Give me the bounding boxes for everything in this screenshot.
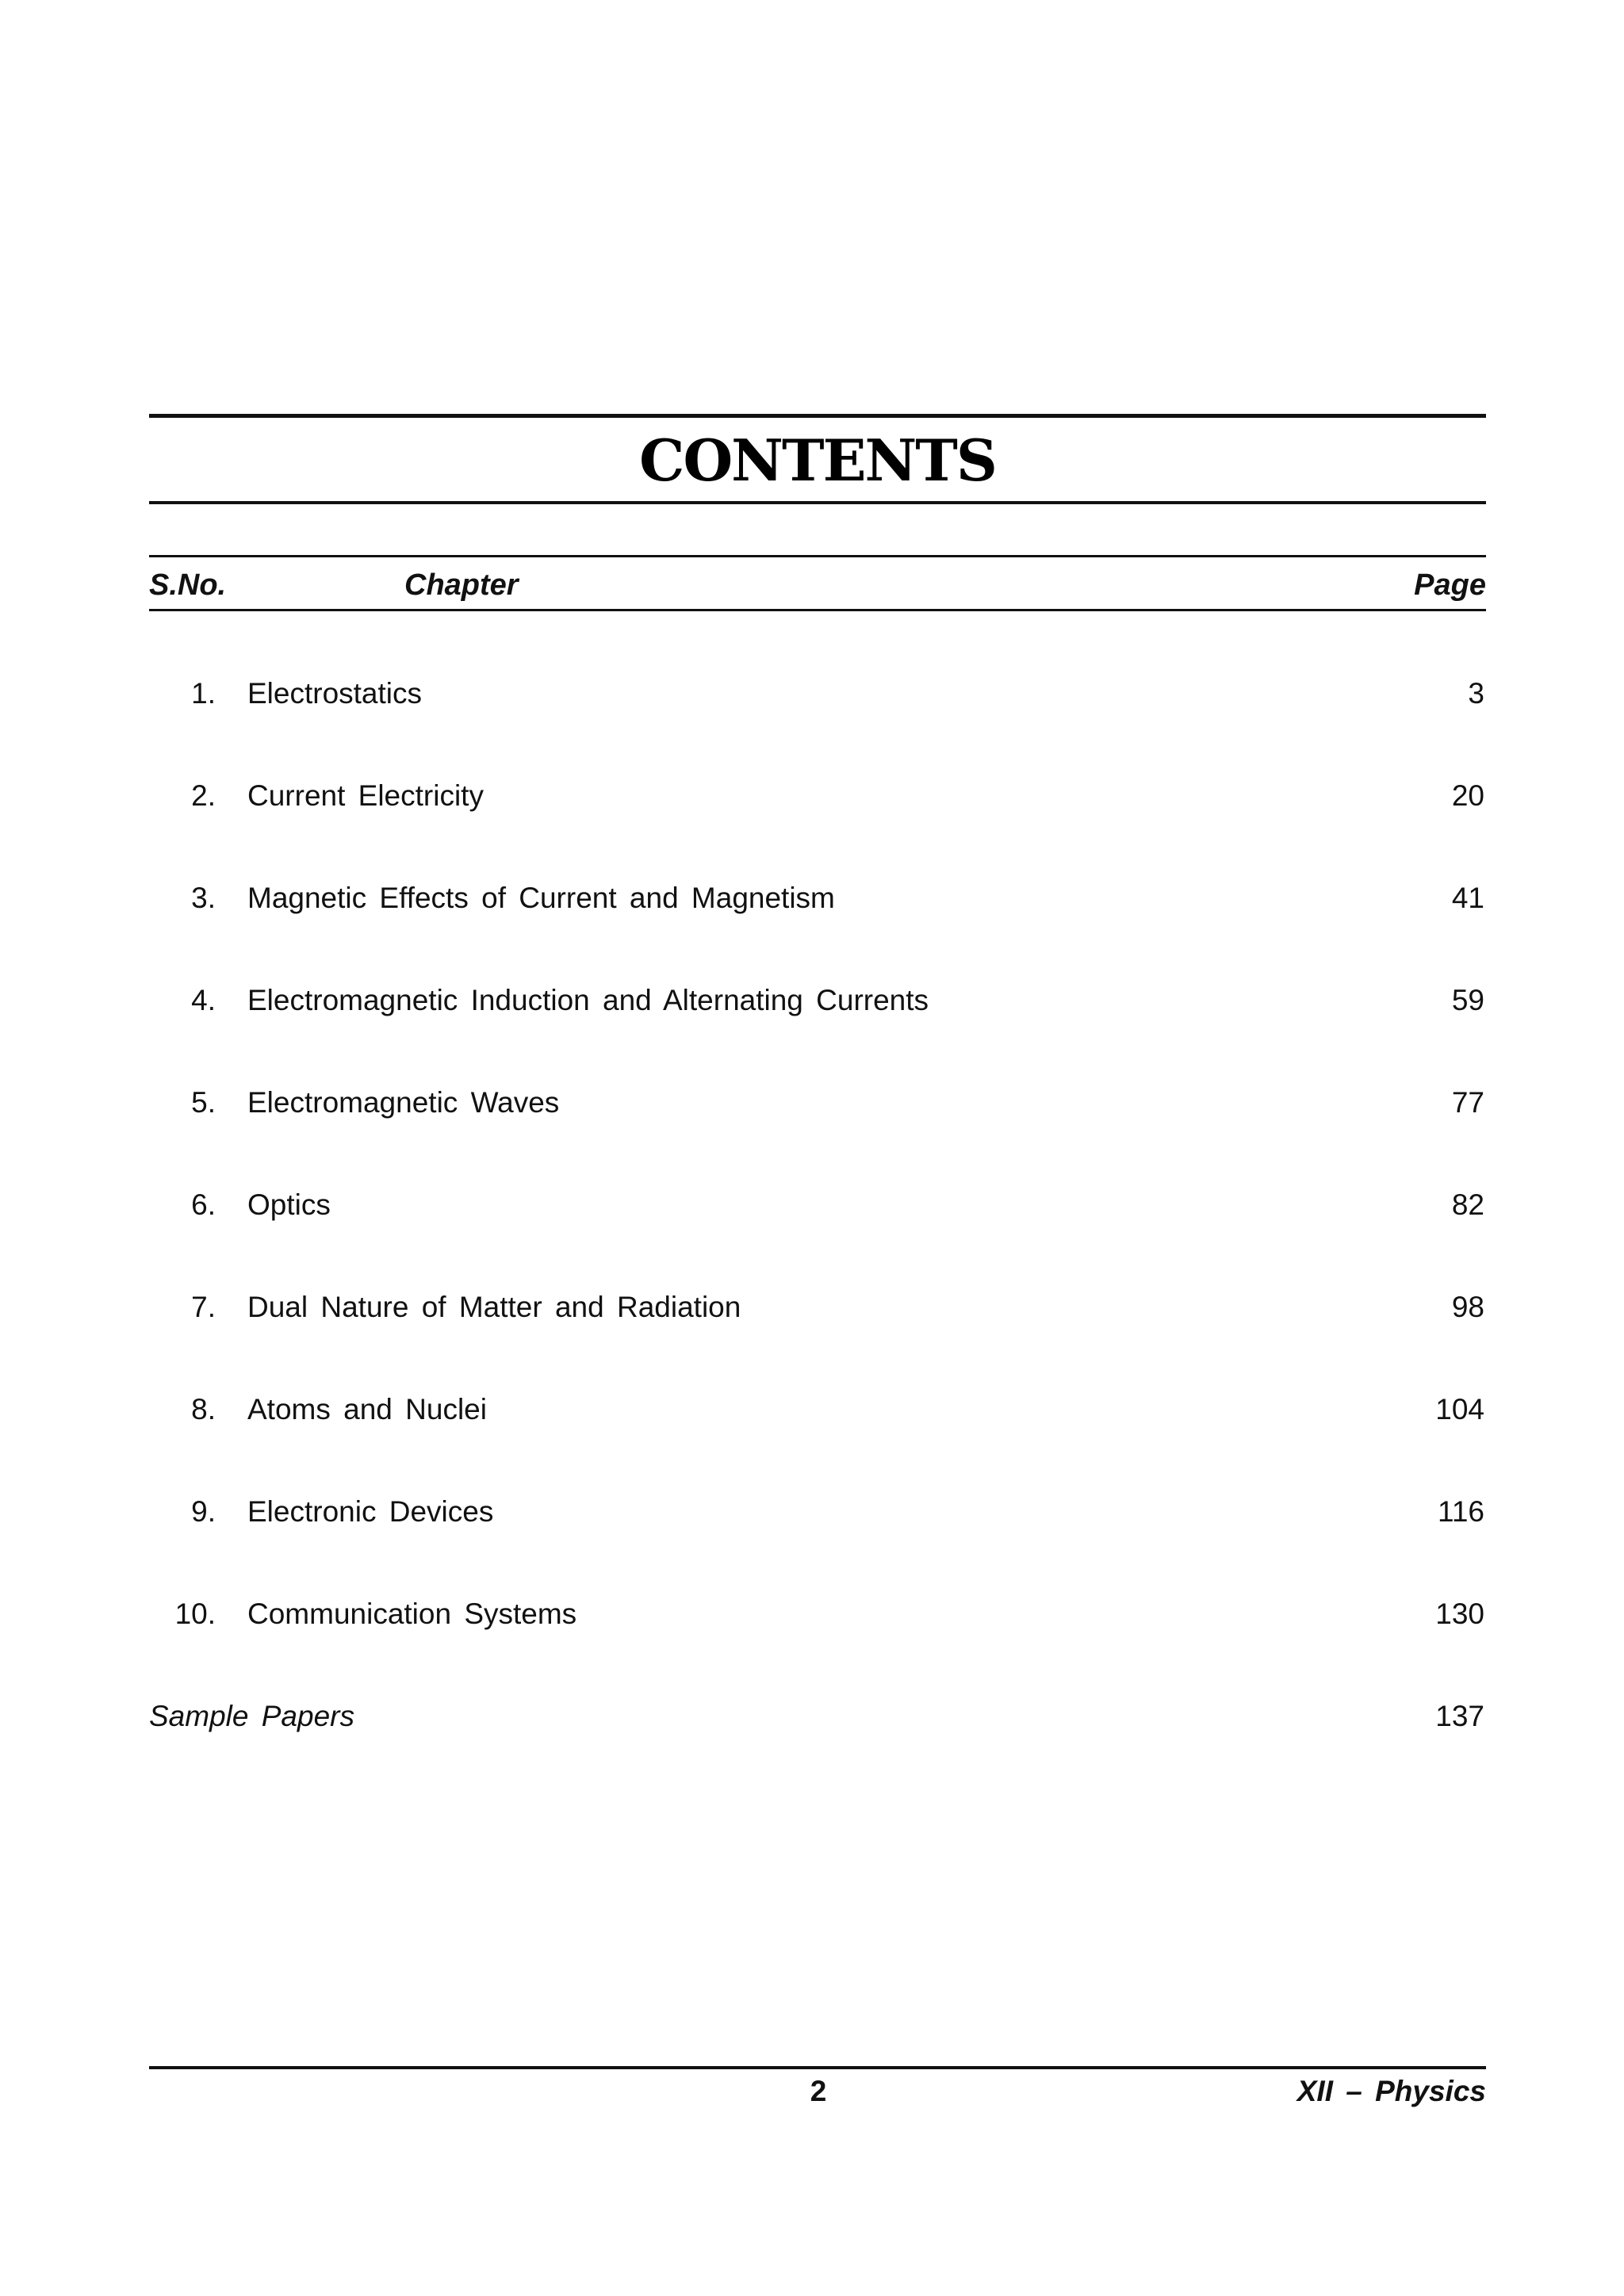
chapter-page: 20 [1451,779,1484,812]
chapter-number: 1. [191,677,216,710]
toc-row-10[interactable] [149,1594,1486,1634]
chapter-page: 130 [1435,1598,1484,1630]
chapter-title: Current Electricity [247,779,484,812]
page-title: CONTENTS [639,427,996,494]
toc-row-5[interactable] [149,1083,1486,1123]
chapter-number: 4. [191,984,216,1016]
chapter-number: 7. [191,1291,216,1323]
sample-papers-title: Sample Papers [149,1700,354,1732]
chapter-page: 77 [1451,1086,1484,1119]
footer-book-title: XII – Physics [1297,2075,1486,2107]
chapter-number: 8. [191,1393,216,1425]
chapter-number: 5. [191,1086,216,1119]
chapter-number: 3. [191,882,216,914]
chapter-page: 3 [1468,677,1484,710]
chapter-title: Electrostatics [247,677,423,710]
chapter-page: 82 [1451,1188,1484,1221]
chapter-title: Atoms and Nuclei [247,1393,487,1425]
chapter-page: 104 [1435,1393,1484,1425]
toc-row-9[interactable] [149,1492,1486,1532]
chapter-title: Magnetic Effects of Current and Magnetism [247,882,835,914]
toc-row-4[interactable] [149,981,1486,1020]
chapter-page: 98 [1451,1291,1484,1323]
chapter-page: 116 [1438,1495,1484,1528]
chapter-title: Electronic Devices [247,1495,494,1528]
chapter-number: 9. [191,1495,216,1528]
chapter-title: Communication Systems [247,1598,577,1630]
chapter-title: Electromagnetic Waves [247,1086,560,1119]
footer-page-number: 2 [810,2075,827,2107]
column-header-sno: S.No. [149,568,227,602]
footer-rule [149,2066,1486,2069]
chapter-title: Electromagnetic Induction and Alternating Currents [247,984,929,1016]
toc-row-sample-papers[interactable] [149,1697,1486,1736]
chapter-title: Dual Nature of Matter and Radiation [247,1291,741,1323]
toc-row-1[interactable] [149,674,1486,714]
table-header-bottom-rule [149,609,1486,611]
column-header-chapter: Chapter [404,568,519,602]
chapter-page: 41 [1451,882,1484,914]
column-header-page: Page [1414,568,1486,602]
toc-row-2[interactable] [149,776,1486,816]
chapter-number: 2. [191,779,216,812]
title-top-rule [149,414,1486,418]
chapter-number: 10. [174,1598,216,1630]
toc-row-6[interactable] [149,1185,1486,1225]
toc-row-3[interactable] [149,878,1486,918]
sample-papers-page: 137 [1435,1700,1484,1732]
chapter-title: Optics [247,1188,331,1221]
table-header-top-rule [149,555,1486,557]
toc-row-7[interactable] [149,1288,1486,1327]
toc-row-8[interactable] [149,1390,1486,1429]
title-bottom-rule [149,501,1486,504]
chapter-number: 6. [191,1188,216,1221]
chapter-page: 59 [1451,984,1484,1016]
